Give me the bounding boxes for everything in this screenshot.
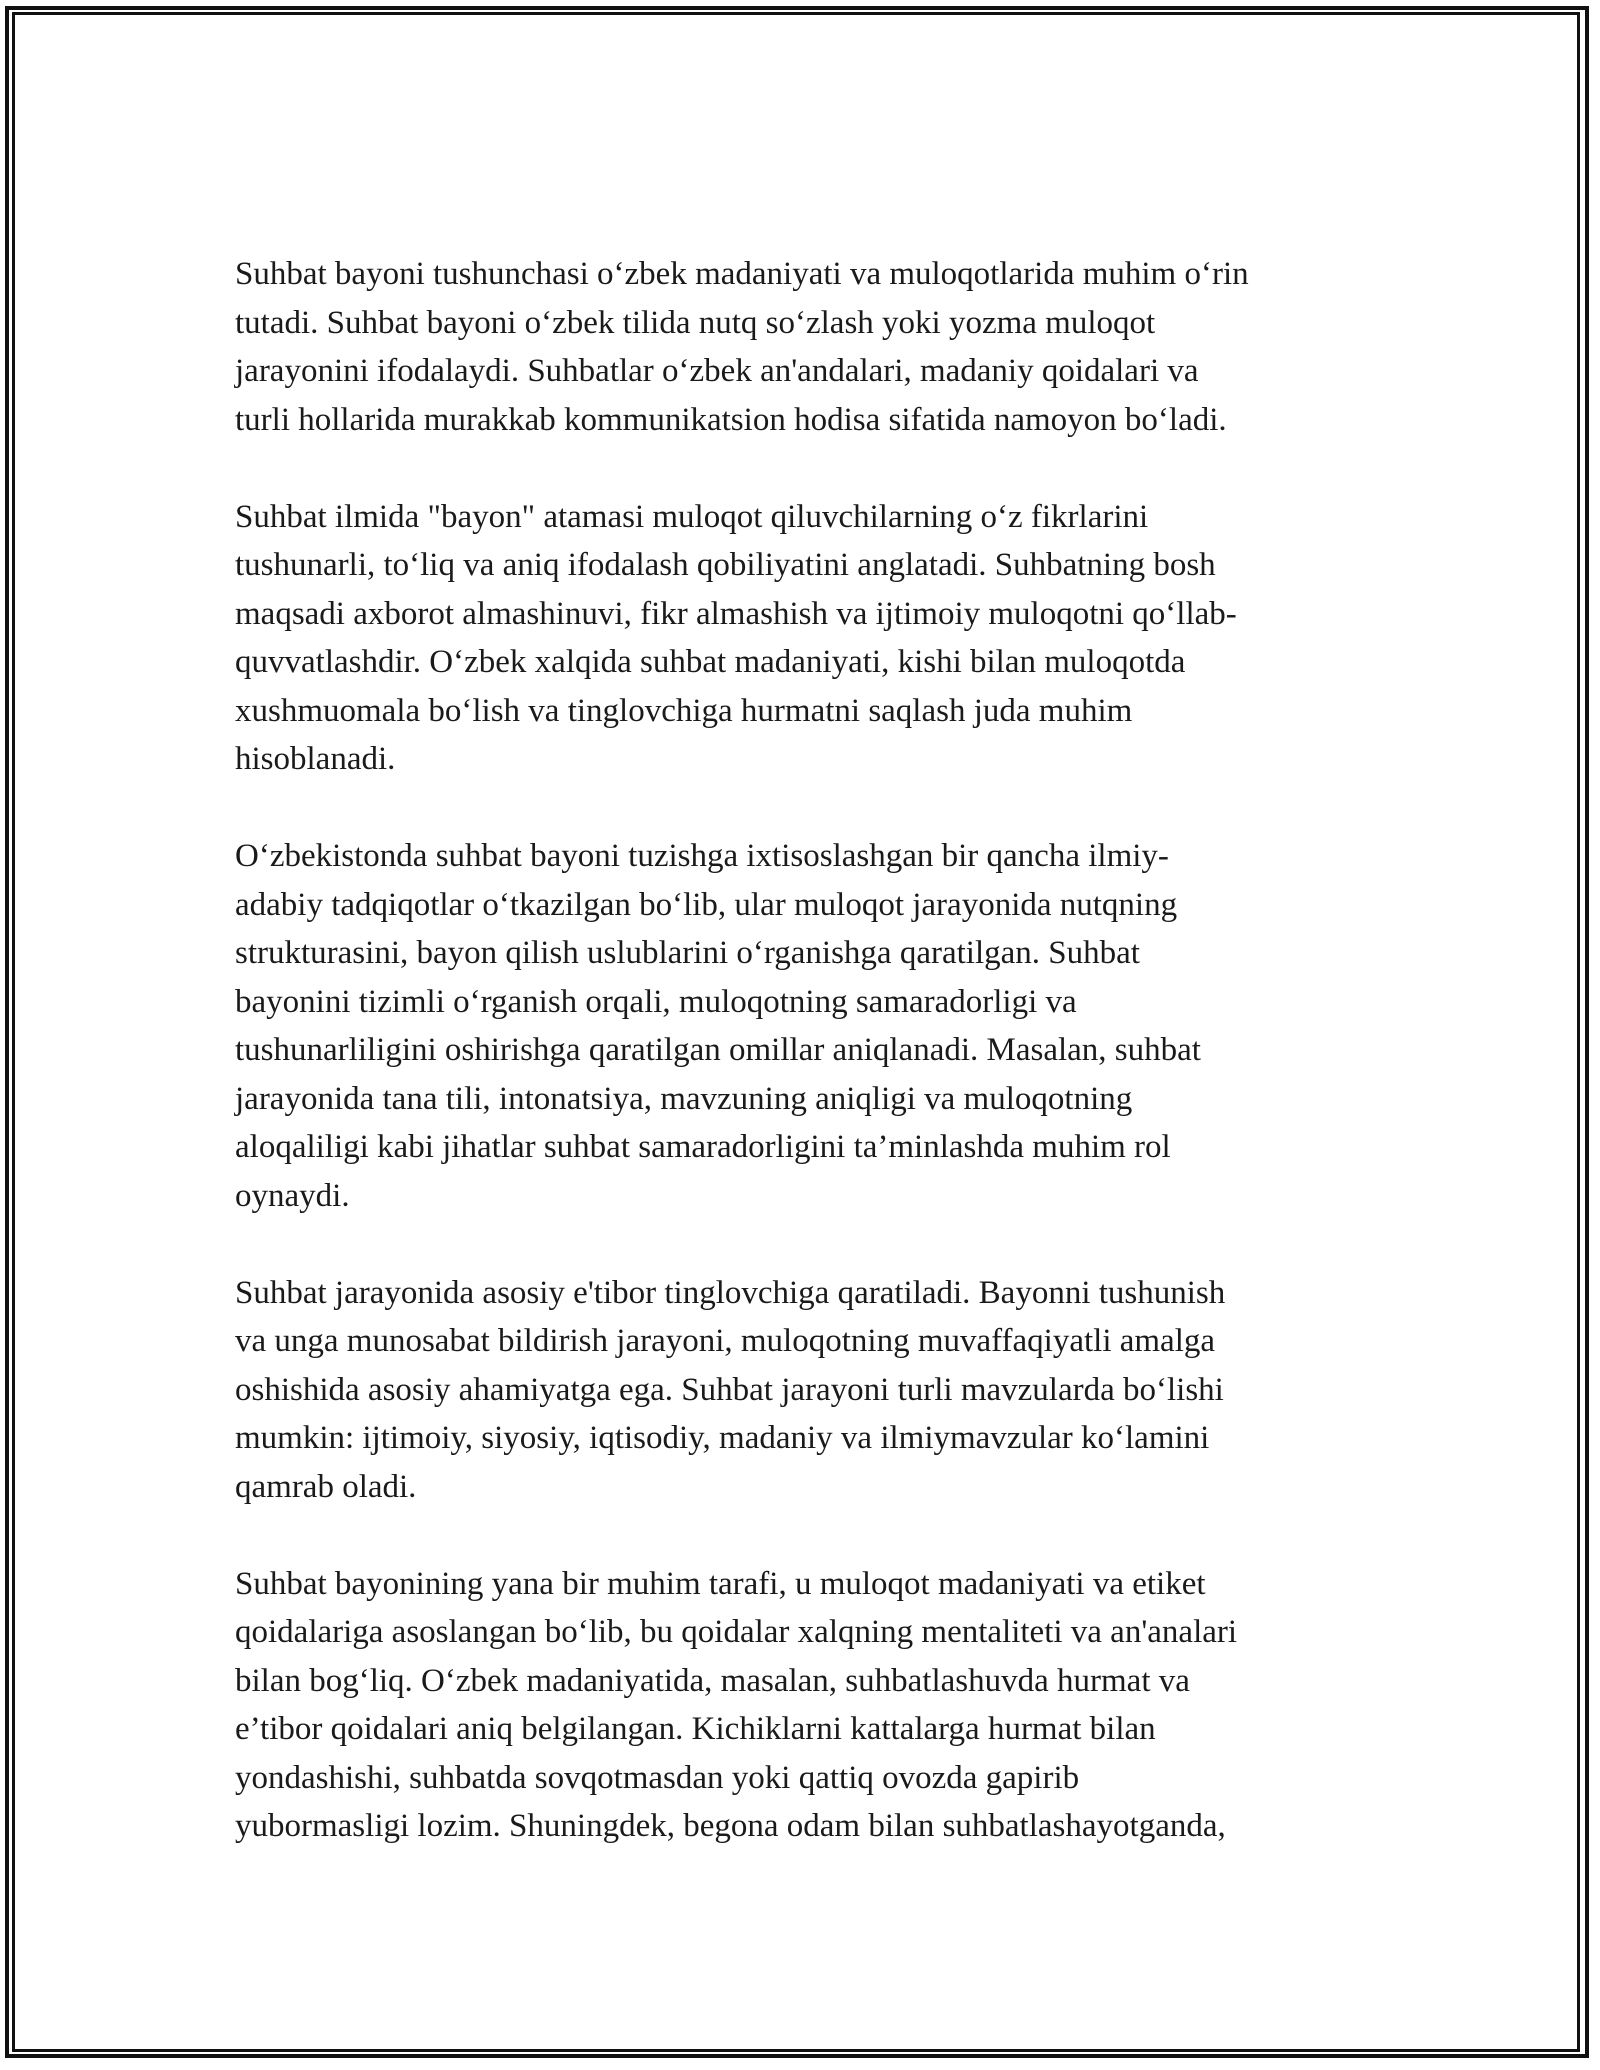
paragraph-1 bbox=[235, 250, 1375, 444]
text-line: Suhbat bayoni tushunchasi o‘zbek madaniyati va muloqotlarida muhim o‘rin bbox=[235, 256, 1249, 292]
text-line: aloqaliligi kabi jihatlar suhbat samaradorligini ta’minlashda muhim rol bbox=[235, 1129, 1171, 1165]
text-line: strukturasini, bayon qilish uslublarini o‘rganishga qaratilgan. Suhbat bbox=[235, 935, 1140, 971]
text-line: jarayonida tana tili, intonatsiya, mavzuning aniqligi va muloqotning bbox=[235, 1080, 1133, 1117]
text-line: e’tibor qoidalari aniq belgilangan. Kichiklarni kattalarga hurmat bilan bbox=[235, 1711, 1156, 1747]
text-line: bilan bog‘liq. O‘zbek madaniyatida, masalan, suhbatlashuvda hurmat va bbox=[235, 1662, 1190, 1699]
text-line: O‘zbekistonda suhbat bayoni tuzishga ixtisoslashgan bir qancha ilmiy- bbox=[235, 838, 1169, 874]
text-line: yubormasligi lozim. Shuningdek, begona odam bilan suhbatlashayotganda, bbox=[235, 1808, 1226, 1844]
text-line: va unga munosabat bildirish jarayoni, muloqotning muvaffaqiyatli amalga bbox=[235, 1323, 1216, 1359]
text-line: yondashishi, suhbatda sovqotmasdan yoki qattiq ovozda gapirib bbox=[235, 1759, 1080, 1796]
text-line: maqsadi axborot almashinuvi, fikr almashish va ijtimoiy muloqotni qo‘llab- bbox=[235, 595, 1237, 632]
text-line: quvvatlashdir. O‘zbek xalqida suhbat madaniyati, kishi bilan muloqotda bbox=[235, 644, 1186, 680]
text-line: tushunarli, to‘liq va aniq ifodalash qobiliyatini anglatadi. Suhbatning bosh bbox=[235, 547, 1216, 583]
text-line: hisoblanadi. bbox=[235, 741, 396, 777]
paragraph-5 bbox=[235, 1560, 1375, 1851]
text-line: turli hollarida murakkab kommunikatsion hodisa sifatida namoyon bo‘ladi. bbox=[235, 401, 1227, 438]
text-line: tushunarliligini oshirishga qaratilgan omillar aniqlanadi. Masalan, suhbat bbox=[235, 1032, 1201, 1068]
paragraph-3 bbox=[235, 832, 1375, 1220]
text-line: xushmuomala bo‘lish va tinglovchiga hurmatni saqlash juda muhim bbox=[235, 692, 1133, 729]
text-line: mumkin: ijtimoiy, siyosiy, iqtisodiy, madaniy va ilmiymavzular ko‘lamini bbox=[235, 1420, 1210, 1456]
text-line: oshishida asosiy ahamiyatga ega. Suhbat jarayoni turli mavzularda bo‘lishi bbox=[235, 1371, 1224, 1408]
text-line: qoidalariga asoslangan bo‘lib, bu qoidalar xalqning mentaliteti va an'analari bbox=[235, 1614, 1238, 1650]
text-line: Suhbat ilmida "bayon" atamasi muloqot qiluvchilarning o‘z fikrlarini bbox=[235, 498, 1149, 535]
text-line: jarayonini ifodalaydi. Suhbatlar o‘zbek an'andalari, madaniy qoidalari va bbox=[235, 353, 1199, 389]
document-body bbox=[235, 250, 1375, 1899]
text-line: tutadi. Suhbat bayoni o‘zbek tilida nutq so‘zlash yoki yozma muloqot bbox=[235, 304, 1156, 341]
text-line: adabiy tadqiqotlar o‘tkazilgan bo‘lib, ular muloqot jarayonida nutqning bbox=[235, 886, 1178, 923]
text-line: qamrab oladi. bbox=[235, 1468, 417, 1505]
text-line: oynaydi. bbox=[235, 1177, 350, 1214]
text-line: Suhbat jarayonida asosiy e'tibor tinglovchiga qaratiladi. Bayonni tushunish bbox=[235, 1274, 1226, 1311]
paragraph-2 bbox=[235, 493, 1375, 784]
text-line: Suhbat bayonining yana bir muhim tarafi, u muloqot madaniyati va etiket bbox=[235, 1565, 1206, 1602]
text-line: bayonini tizimli o‘rganish orqali, muloqotning samaradorligi va bbox=[235, 983, 1077, 1020]
paragraph-4 bbox=[235, 1269, 1375, 1512]
